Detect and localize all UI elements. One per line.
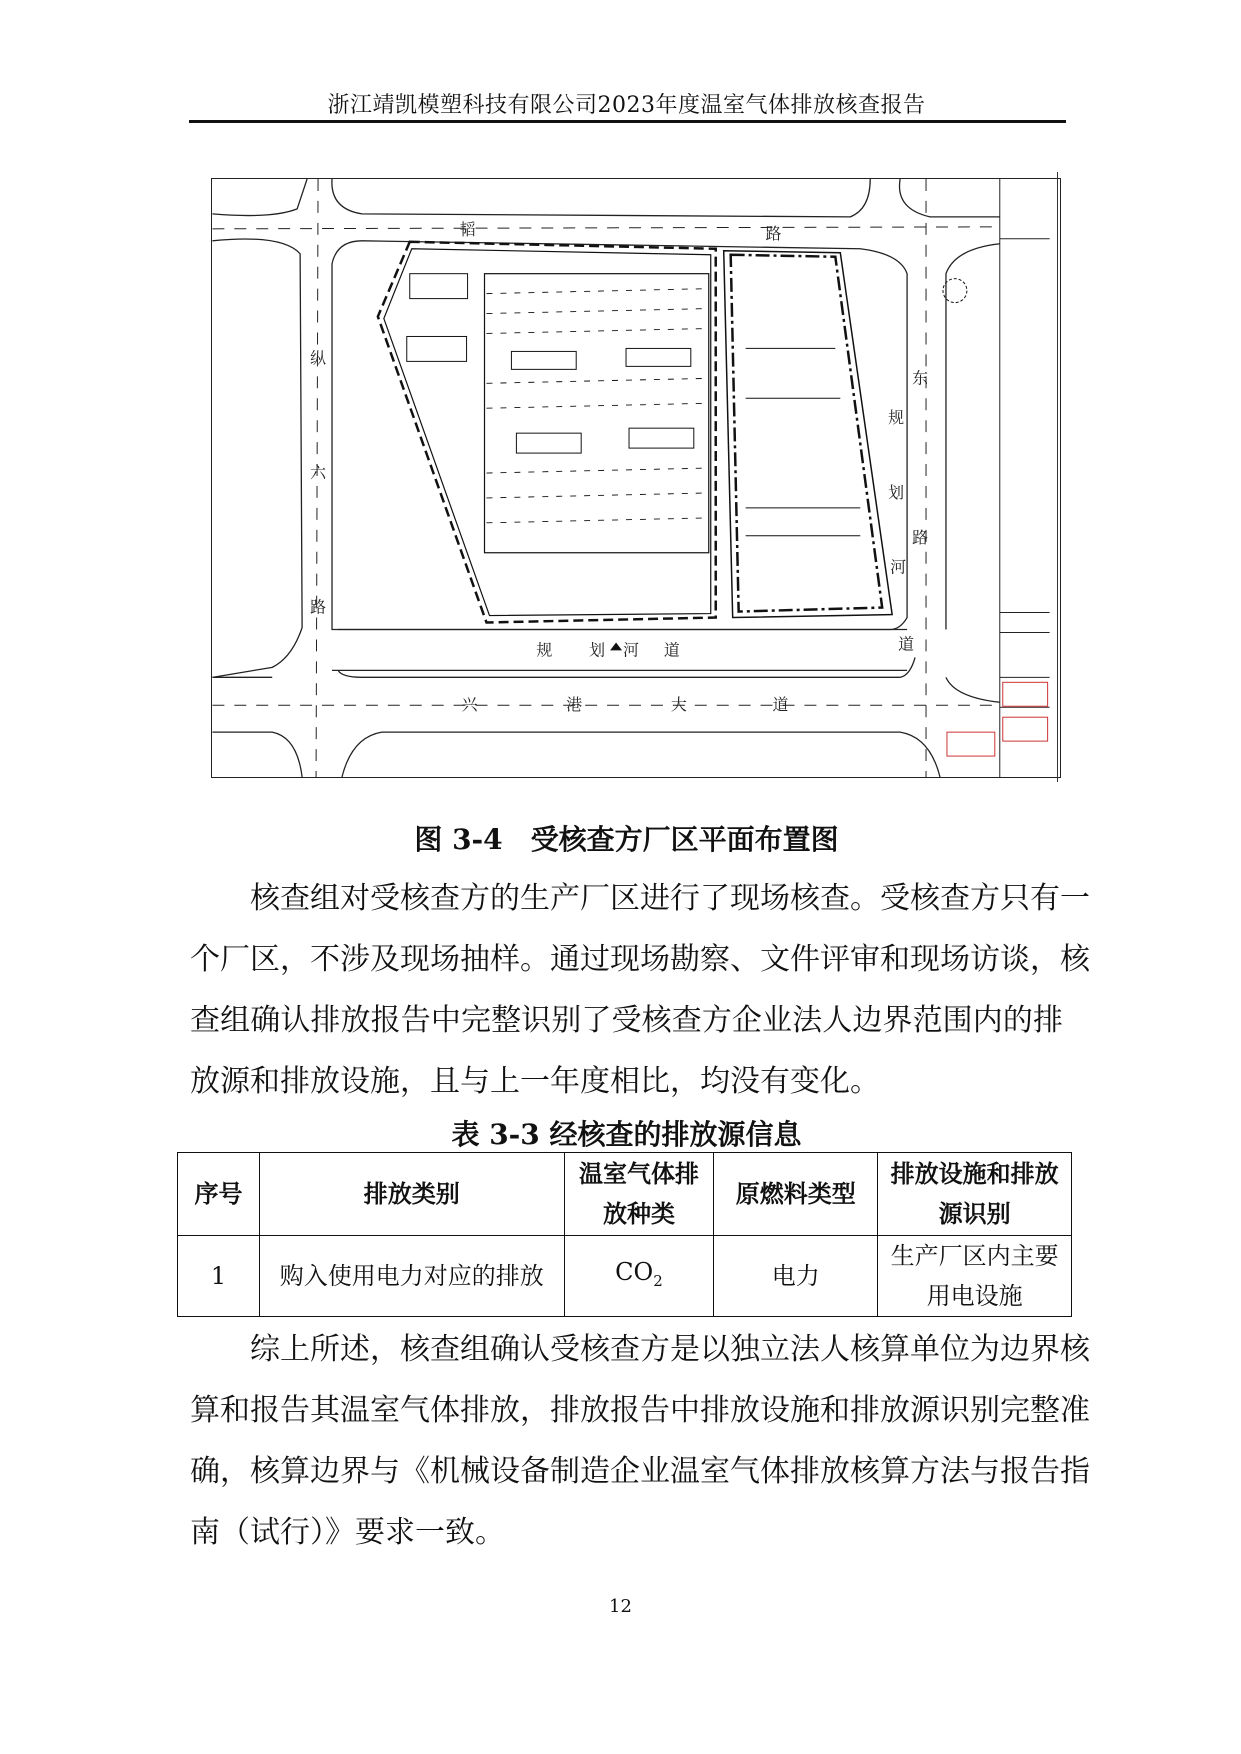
header-category: 排放类别 [259,1153,564,1236]
site-boundary-east [731,255,882,612]
paragraph-site-verification [190,879,1090,1123]
map-label-top-road: 韬 [459,219,476,239]
map-label-top-road: 路 [765,223,782,243]
map-label-right-river: 道 [898,634,915,654]
road-edge [332,179,870,217]
map-label-main-road: 兴 [461,695,478,715]
map-label-right-road: 东 [912,368,929,388]
cell-category: 购入使用电力对应的排放 [259,1236,564,1317]
map-label-main-road: 港 [566,695,583,715]
header-gas: 温室气体排放种类 [564,1153,714,1236]
report-header: 浙江靖凯模塑科技有限公司2023年度温室气体排放核查报告 [327,93,926,118]
map-label-left-road: 纵 [310,348,327,368]
figure-caption: 图 3-4 受核查方厂区平面布置图 [414,823,839,856]
header-fuel: 原燃料类型 [714,1153,878,1236]
header-source: 排放设施和排放源识别 [878,1153,1072,1236]
paragraph-line: 个厂区，不涉及现场抽样。通过现场勘察、文件评审和现场访谈，核 [190,942,1090,977]
map-label-main-road: 大 [670,695,687,715]
paragraph-line: 放源和排放设施，且与上一年度相比，均没有变化。 [190,1064,880,1099]
road-edge [946,244,1000,630]
map-label-left-road: 路 [310,597,327,617]
road-edge [899,179,999,217]
paragraph-line: 算和报告其温室气体排放，排放报告中排放设施和排放源识别完整准 [190,1393,1090,1428]
cell-gas [564,1236,714,1317]
page-number: 12 [609,1596,632,1617]
table-header-row [178,1153,1072,1236]
map-label-right-road: 规 [888,408,905,428]
header-index: 序号 [178,1153,260,1236]
cell-source: 生产厂区内主要用电设施 [878,1236,1072,1317]
cell-index: 1 [178,1236,260,1317]
header-divider [189,120,1066,123]
map-label-right-river: 河 [890,557,907,577]
road-edge [342,732,940,777]
cell-fuel: 电力 [714,1236,878,1317]
gas-formula: CO [615,1257,654,1286]
paragraph-line: 核查组对受核查方的生产厂区进行了现场核查。受核查方只有一 [250,881,1090,916]
map-label-river: 河 [623,640,639,660]
entrance-arrow-icon [610,642,622,650]
road-edge [212,732,302,777]
figure-border [1057,172,1058,782]
road-edge [212,179,307,216]
table-title: 表 3-3 经核查的排放源信息 [451,1118,802,1151]
paragraph-conclusion [190,1330,1090,1574]
map-label-main-road: 道 [772,695,789,715]
map-label-right-road: 划 [888,482,905,502]
road-edge [946,677,1000,702]
paragraph-line: 综上所述，核查组确认受核查方是以独立法人核算单位为边界核 [250,1332,1090,1367]
map-label-river: 划 [589,640,606,660]
site-plan-figure [211,178,1061,778]
site-plan-drawing [212,179,1060,777]
paragraph-line: 南（试行）》要求一致。 [190,1515,505,1550]
table-row [178,1236,1072,1317]
emission-source-table [177,1152,1072,1317]
map-label-left-road: 六 [310,463,327,483]
map-label-right-road: 路 [912,527,929,547]
paragraph-line: 查组确认排放报告中完整识别了受核查方企业法人边界范围内的排 [190,1003,1063,1038]
road-edge [212,239,302,677]
map-label-river: 道 [663,640,680,660]
gas-subscript: 2 [653,1271,663,1290]
paragraph-line: 确，核算边界与《机械设备制造企业温室气体排放核算方法与报告指 [190,1454,1090,1489]
map-label-river: 规 [536,640,553,660]
